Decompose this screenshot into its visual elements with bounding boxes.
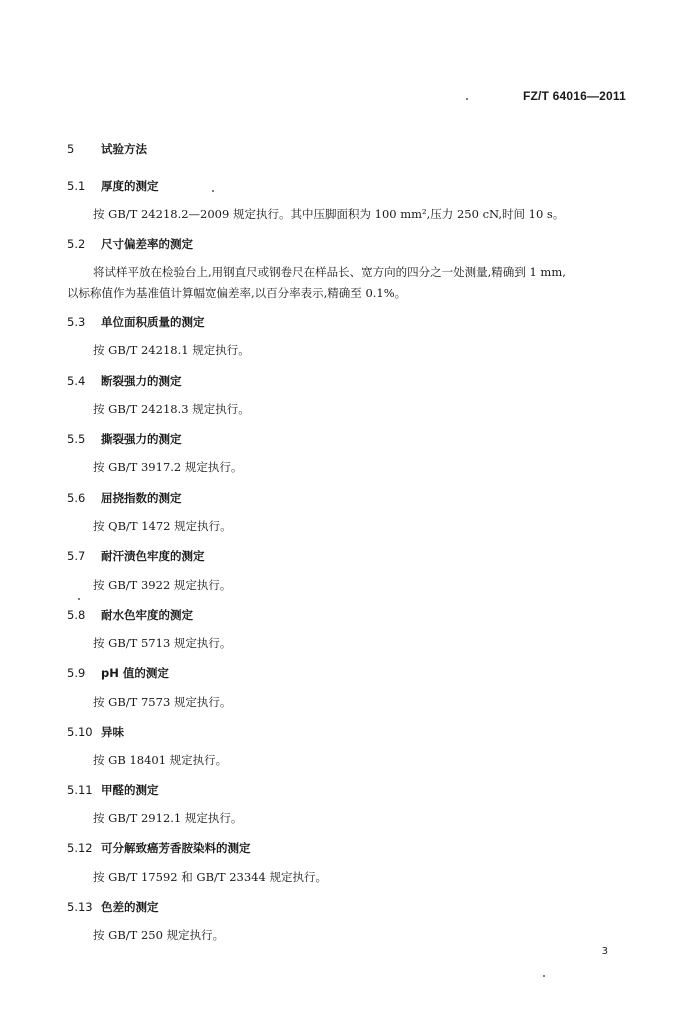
clause-heading	[67, 431, 182, 447]
clause-number: 5.3	[67, 315, 86, 329]
clause-title: 异味	[101, 725, 124, 739]
scan-speck	[466, 98, 468, 100]
scan-speck	[78, 598, 80, 600]
clause-number: 5.5	[67, 432, 86, 446]
clause-text: 按 GB 18401 规定执行。	[93, 753, 228, 767]
clause-title: 耐水色牢度的测定	[101, 608, 193, 622]
scan-speck	[543, 975, 545, 977]
section-number: 5	[67, 142, 75, 156]
clause-number: 5.2	[67, 237, 86, 251]
clause-text: 按 GB/T 24218.3 规定执行。	[93, 402, 250, 416]
clause-heading	[67, 236, 193, 252]
scan-speck	[212, 190, 214, 192]
clause-heading	[67, 782, 159, 798]
clause-heading	[67, 665, 169, 681]
clause-title: pH 值的测定	[101, 666, 169, 680]
clause-title: 断裂强力的测定	[101, 374, 182, 388]
clause-title: 耐汗渍色牢度的测定	[101, 549, 205, 563]
clause-text: 按 GB/T 7573 规定执行。	[93, 695, 232, 709]
clause-heading	[67, 373, 182, 389]
clause-title: 尺寸偏差率的测定	[101, 237, 193, 251]
clause-text: 按 GB/T 24218.2—2009 规定执行。其中压脚面积为 100 mm²,压力 250 cN,时间 10 s。	[93, 207, 565, 221]
page-number: 3	[601, 946, 608, 957]
clause-text: 将试样平放在检验台上,用钢直尺或钢卷尺在样品长、宽方向的四分之一处测量,精确到 1 mm,	[93, 265, 566, 279]
section-heading	[67, 141, 147, 157]
clause-heading	[67, 724, 124, 740]
clause-number: 5.10	[67, 725, 93, 739]
clause-text: 按 GB/T 250 规定执行。	[93, 928, 225, 942]
clause-text: 按 GB/T 24218.1 规定执行。	[93, 343, 250, 357]
clause-text: 按 GB/T 5713 规定执行。	[93, 636, 232, 650]
clause-title: 厚度的测定	[101, 179, 159, 193]
section-title: 试验方法	[101, 142, 147, 156]
clause-title: 色差的测定	[101, 900, 159, 914]
clause-text-continuation: 以标称值作为基准值计算幅宽偏差率,以百分率表示,精确至 0.1%。	[67, 286, 407, 300]
clause-text: 按 GB/T 3922 规定执行。	[93, 578, 232, 592]
clause-number: 5.13	[67, 900, 93, 914]
clause-number: 5.7	[67, 549, 86, 563]
clause-heading	[67, 314, 205, 330]
clause-title: 屈挠指数的测定	[101, 491, 182, 505]
clause-text: 按 GB/T 17592 和 GB/T 23344 规定执行。	[93, 870, 327, 884]
clause-title: 甲醛的测定	[101, 783, 159, 797]
clause-number: 5.12	[67, 841, 93, 855]
clause-text: 按 GB/T 2912.1 规定执行。	[93, 811, 243, 825]
clause-title: 可分解致癌芳香胺染料的测定	[101, 841, 251, 855]
clause-heading	[67, 607, 193, 623]
clause-title: 单位面积质量的测定	[101, 315, 205, 329]
clause-number: 5.8	[67, 608, 86, 622]
clause-number: 5.4	[67, 374, 86, 388]
clause-title: 撕裂强力的测定	[101, 432, 182, 446]
clause-heading	[67, 178, 159, 194]
clause-text: 按 GB/T 3917.2 规定执行。	[93, 460, 243, 474]
clause-number: 5.11	[67, 783, 93, 797]
clause-heading	[67, 490, 182, 506]
standard-code: FZ/T 64016—2011	[522, 89, 626, 103]
clause-text: 按 QB/T 1472 规定执行。	[93, 519, 232, 533]
clause-number: 5.1	[67, 179, 86, 193]
clause-heading	[67, 548, 205, 564]
clause-heading	[67, 840, 251, 856]
clause-number: 5.6	[67, 491, 86, 505]
clause-heading	[67, 899, 159, 915]
clause-number: 5.9	[67, 666, 86, 680]
